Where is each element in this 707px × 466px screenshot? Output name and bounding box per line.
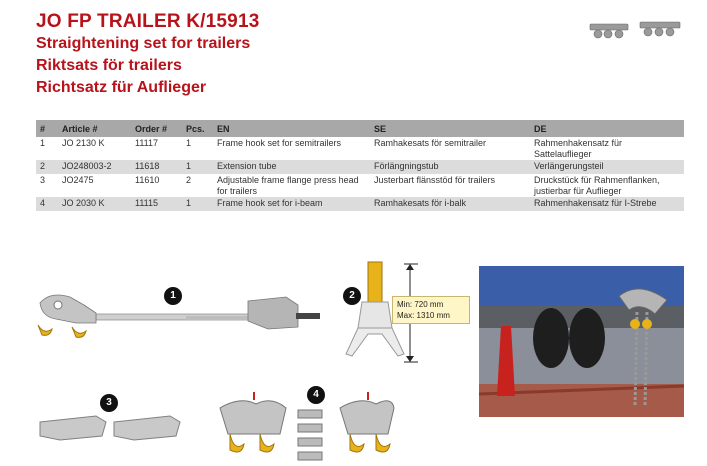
cell-pcs: 1 — [186, 138, 192, 148]
cell-article: JO 2030 K — [58, 197, 131, 211]
dimension-min: Min: 720 mm — [397, 300, 444, 309]
table-header-row — [36, 120, 684, 137]
cell-number: 1 — [40, 138, 46, 148]
cell-order: 11117 — [135, 138, 159, 148]
table-row — [36, 160, 684, 174]
item-badge-3: 3 — [100, 394, 118, 412]
dimension-label — [392, 296, 470, 324]
cell-se: Justerbart flänsstöd för trailers — [374, 175, 496, 185]
cell-se: Förlängningstub — [370, 160, 530, 174]
cell-pcs: 2 — [186, 175, 192, 185]
cell-de: Verlängerungsteil — [530, 160, 684, 174]
cell-en: Adjustable frame flange press head for trailers — [217, 175, 359, 196]
cell-pcs: 1 — [182, 197, 213, 211]
subtitle-de: Richtsatz für Auflieger — [36, 79, 207, 96]
cell-de: Rahmenhakensatz für Sattelauflieger — [534, 138, 623, 159]
cell-order: 11610 — [135, 175, 160, 185]
cell-de: Druckstück für Rahmenflanken, justierbar für Auflieger — [534, 175, 660, 196]
cell-se: Ramhakesats för semitrailer — [374, 138, 487, 148]
cell-order: 11618 — [131, 160, 182, 174]
cell-en: Frame hook set for i-beam — [213, 197, 370, 211]
cell-number: 2 — [36, 160, 58, 174]
cell-de: Rahmenhakensatz für I-Strebe — [530, 197, 684, 211]
item-badge-2: 2 — [343, 287, 361, 305]
col-order: Order # — [131, 120, 182, 137]
subtitle-se: Riktsats för trailers — [36, 57, 182, 74]
cell-article: JO248003-2 — [58, 160, 131, 174]
col-se: SE — [370, 120, 530, 137]
table-row — [36, 174, 684, 197]
cell-en: Frame hook set for semitrailers — [217, 138, 342, 148]
cell-number: 3 — [40, 175, 46, 185]
cell-pcs: 1 — [182, 160, 213, 174]
item-badge-1: 1 — [164, 287, 182, 305]
trailer-setup-photo — [479, 266, 684, 417]
trailer-thumbnail-icon — [586, 14, 686, 44]
table-row — [36, 137, 684, 160]
col-en: EN — [213, 120, 370, 137]
parts-table — [36, 120, 684, 211]
dimension-max: Max: 1310 mm — [397, 311, 450, 320]
product-title: JO FP TRAILER K/15913 — [36, 11, 260, 32]
subtitle-en: Straightening set for trailers — [36, 35, 251, 52]
item-badge-4: 4 — [307, 386, 325, 404]
cell-order: 11115 — [131, 197, 182, 211]
col-pcs: Pcs. — [182, 120, 213, 137]
cell-en: Extension tube — [213, 160, 370, 174]
cell-article: JO 2130 K — [62, 138, 105, 148]
col-article: Article # — [58, 120, 131, 137]
table-row — [36, 197, 684, 211]
col-de: DE — [530, 120, 684, 137]
cell-number: 4 — [36, 197, 58, 211]
cell-se: Ramhakesats för i-balk — [370, 197, 530, 211]
i-beam-hook-set-illustration — [216, 388, 396, 464]
flange-press-head-illustration — [36, 410, 186, 446]
col-number: # — [36, 120, 58, 137]
cell-article: JO2475 — [62, 175, 94, 185]
